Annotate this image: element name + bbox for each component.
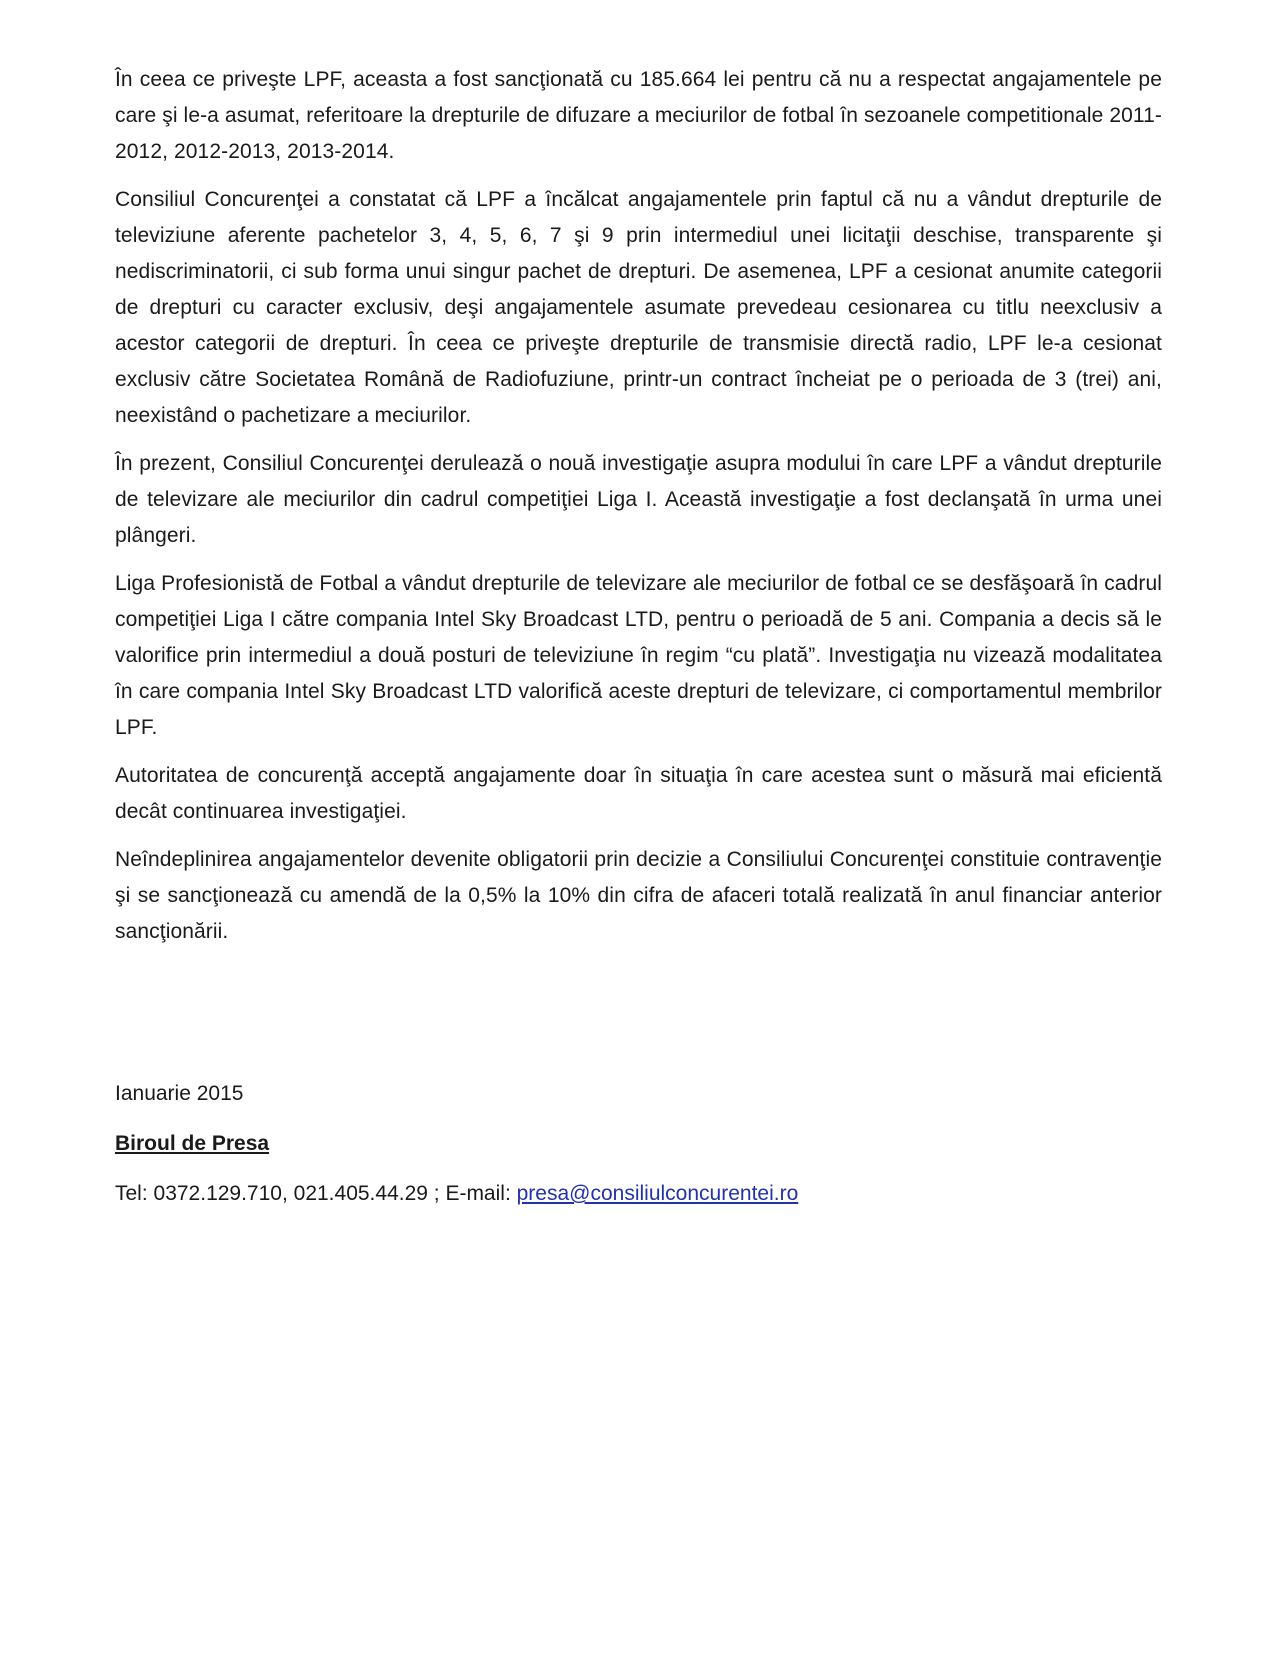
press-office-title: Biroul de Presa	[115, 1132, 270, 1155]
email-link[interactable]: presa@consiliulconcurentei.ro	[516, 1182, 799, 1205]
paragraph-sanction: În ceea ce priveşte LPF, aceasta a fost sancţionată cu 185.664 lei pentru că nu a respectat angajamentele pe care şi le-a asumat, referitoare la drepturile de difuzare a meciurilor de fotbal în sezoanele competitionale 2011-2012, 2012-2013, 2013-2014.	[115, 68, 1162, 163]
paragraph-new-investigation: În prezent, Consiliul Concurenţei derulează o nouă investigaţie asupra modului în care LPF a vândut drepturile de televizare ale meciurilor din cadrul competiţiei Liga I. Această investigaţie a fost declanşată în urma unei plângeri.	[115, 452, 1162, 547]
paragraph-commitments-policy: Autoritatea de concurenţă acceptă angajamente doar în situaţia în care acestea sunt o măsură mai eficientă decât continuarea investigaţiei.	[115, 764, 1162, 823]
paragraph-liga-rights: Liga Profesionistă de Fotbal a vândut drepturile de televizare ale meciurilor de fotbal ce se desfăşoară în cadrul competiţiei Liga I către compania Intel Sky Broadcast LTD, pentru o perioadă de 5 ani. Compania a decis să le valorifice prin intermediul a două posturi de televiziune în regim “cu plată”. Investigaţia nu vizează modalitatea în care compania Intel Sky Broadcast LTD valorifică aceste drepturi de televizare, ci comportamentul membrilor LPF.	[115, 572, 1162, 739]
press-footer	[115, 1078, 1162, 1228]
contact-line	[115, 1178, 1162, 1210]
contact-phones: Tel: 0372.129.710, 021.405.44.29 ; E-mail:	[115, 1182, 517, 1205]
release-date: Ianuarie 2015	[115, 1082, 244, 1105]
paragraph-violation: Consiliul Concurenţei a constatat că LPF a încălcat angajamentele prin faptul că nu a vândut drepturile de televiziune aferente pachetelor 3, 4, 5, 6, 7 şi 9 prin intermediul unei licitaţii deschise, transparente şi nediscriminatorii, ci sub forma unui singur pachet de drepturi. De asemenea, LPF a cesionat anumite categorii de drepturi cu caracter exclusiv, deşi angajamentele asumate prevedeau cesionarea cu titlu neexclusiv a acestor categorii de drepturi. În ceea ce priveşte drepturile de transmisie directă radio, LPF le-a cesionat exclusiv către Societatea Română de Radiofuziune, printr-un contract încheiat pe o perioada de 3 (trei) ani, neexistând o pachetizare a meciurilor.	[115, 188, 1162, 427]
document-body	[115, 62, 1162, 962]
paragraph-penalty: Neîndeplinirea angajamentelor devenite obligatorii prin decizie a Consiliului Concurenţei constituie contravenţie şi se sancţionează cu amendă de la 0,5% la 10% din cifra de afaceri totală realizată în anul financiar anterior sancţionării.	[115, 848, 1162, 943]
